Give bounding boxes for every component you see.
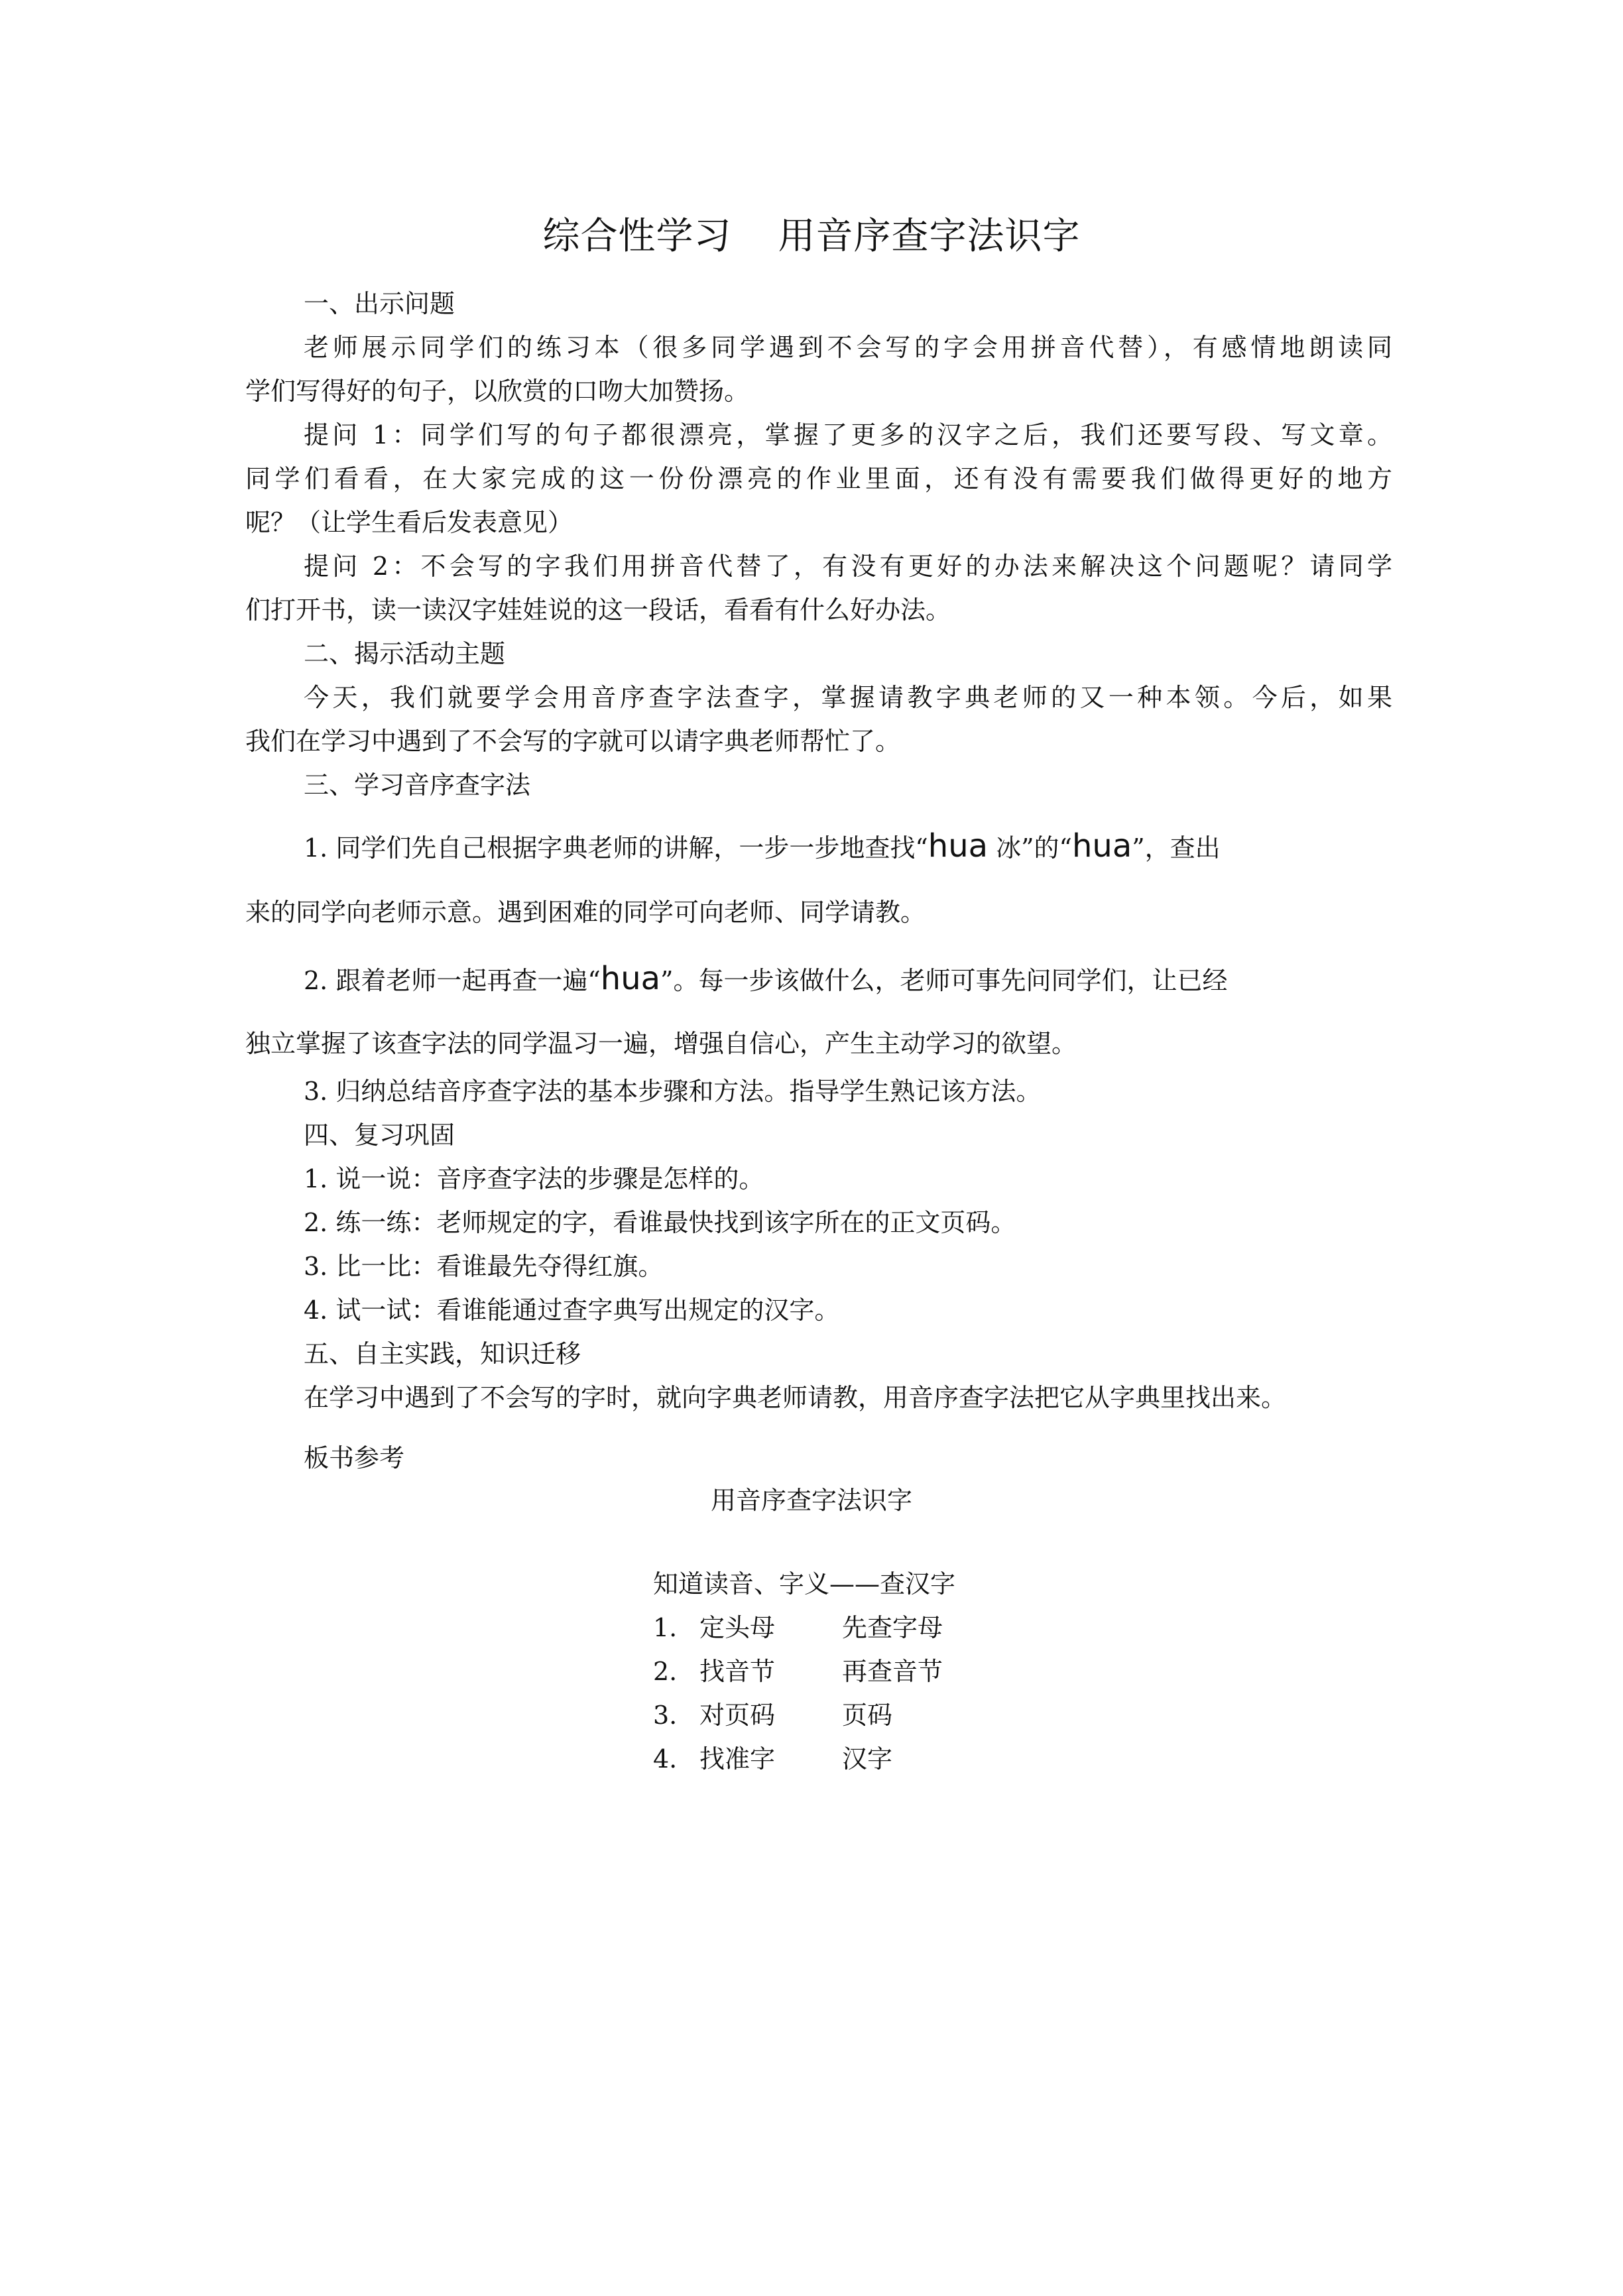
item-1-text-a: 1. 同学们先自己根据字典老师的讲解，一步一步地查找“ xyxy=(304,833,928,863)
paragraph-3-line-1: 提问 2：不会写的字我们用拼音代替了，有没有更好的办法来解决这个问题呢？请同学 xyxy=(304,552,1392,581)
item-2-text-b: ”。每一步该做什么，老师可事先问同学们，让已经 xyxy=(660,966,1228,995)
board-row-number: 3. xyxy=(653,1701,678,1730)
section-heading-1: 一、出示问题 xyxy=(304,289,455,318)
review-item-1: 1. 说一说：音序查字法的步骤是怎样的。 xyxy=(304,1164,764,1193)
board-row-number: 1. xyxy=(653,1613,678,1642)
document-body xyxy=(245,282,1392,1420)
paragraph-2-line-1: 提问 1：同学们写的句子都很漂亮，掌握了更多的汉字之后，我们还要写段、写文章。 xyxy=(304,420,1392,450)
paragraph-2-line-2: 同学们看看，在大家完成的这一份份漂亮的作业里面，还有没有需要我们做得更好的地方 xyxy=(245,464,1392,493)
page-title xyxy=(0,213,1623,260)
paragraph-2-line-3: 呢？（让学生看后发表意见） xyxy=(245,508,573,537)
board-subtitle: 知道读音、字义——查汉字 xyxy=(653,1569,956,1599)
item-2-text-a: 2. 跟着老师一起再查一遍“ xyxy=(304,966,601,995)
section-heading-2: 二、揭示活动主题 xyxy=(304,639,506,668)
board-row-number: 2. xyxy=(653,1657,678,1686)
board-row xyxy=(653,1737,955,1781)
item-2-line-2: 独立掌握了该查字法的同学温习一遍，增强自信心，产生主动学习的欲望。 xyxy=(245,1029,1077,1058)
pinyin-hua-1: hua xyxy=(928,827,989,865)
board-row xyxy=(653,1693,955,1737)
pinyin-hua-3: hua xyxy=(600,960,661,997)
board-row-step: 找音节 xyxy=(699,1657,776,1686)
title-part1: 综合性学习 xyxy=(542,215,732,258)
board-row-step: 定头母 xyxy=(699,1613,776,1642)
item-3: 3. 归纳总结音序查字法的基本步骤和方法。指导学生熟记该方法。 xyxy=(304,1077,1042,1106)
board-row xyxy=(653,1606,955,1650)
review-item-4: 4. 试一试：看谁能通过查字典写出规定的汉字。 xyxy=(304,1296,840,1325)
board-row-detail: 页码 xyxy=(842,1701,893,1730)
paragraph-5: 在学习中遇到了不会写的字时，就向字典老师请教，用音序查字法把它从字典里找出来。 xyxy=(304,1383,1287,1412)
item-1-text-c: ”，查出 xyxy=(1132,833,1221,863)
section-heading-5: 五、自主实践，知识迁移 xyxy=(304,1339,581,1368)
paragraph-1-line-1: 老师展示同学们的练习本（很多同学遇到不会写的字会用拼音代替），有感情地朗读同 xyxy=(304,333,1392,362)
board-title: 用音序查字法识字 xyxy=(710,1486,912,1515)
paragraph-4-line-2: 我们在学习中遇到了不会写的字就可以请字典老师帮忙了。 xyxy=(245,727,901,756)
board-row-detail: 先查字母 xyxy=(842,1613,943,1642)
item-1-line-1 xyxy=(245,807,1392,885)
board-row-detail: 再查音节 xyxy=(842,1657,943,1686)
board-row-detail: 汉字 xyxy=(842,1744,893,1774)
board-row xyxy=(653,1650,955,1693)
board-row-step: 对页码 xyxy=(699,1701,776,1730)
section-heading-4: 四、复习巩固 xyxy=(304,1120,455,1150)
paragraph-1-line-2: 学们写得好的句子，以欣赏的口吻大加赞扬。 xyxy=(245,377,750,406)
item-1-line-2: 来的同学向老师示意。遇到困难的同学可向老师、同学请教。 xyxy=(245,898,926,927)
title-part2: 用音序查字法识字 xyxy=(778,215,1081,258)
board-reference-label: 板书参考 xyxy=(304,1443,405,1473)
board-row-number: 4. xyxy=(653,1744,678,1774)
section-heading-3: 三、学习音序查字法 xyxy=(304,770,531,800)
paragraph-4-line-1: 今天，我们就要学会用音序查字法查字，掌握请教字典老师的又一种本领。今后，如果 xyxy=(304,683,1392,712)
board-row-step: 找准字 xyxy=(699,1744,776,1774)
board-list xyxy=(653,1562,955,1781)
item-1-text-b: 冰”的“ xyxy=(988,833,1072,863)
paragraph-3-line-2: 们打开书，读一读汉字娃娃说的这一段话，看看有什么好办法。 xyxy=(245,595,951,625)
review-item-3: 3. 比一比：看谁最先夺得红旗。 xyxy=(304,1252,664,1281)
review-item-2: 2. 练一练：老师规定的字，看谁最快找到该字所在的正文页码。 xyxy=(304,1208,1016,1237)
item-2-line-1 xyxy=(245,939,1392,1018)
pinyin-hua-2: hua xyxy=(1071,827,1132,865)
